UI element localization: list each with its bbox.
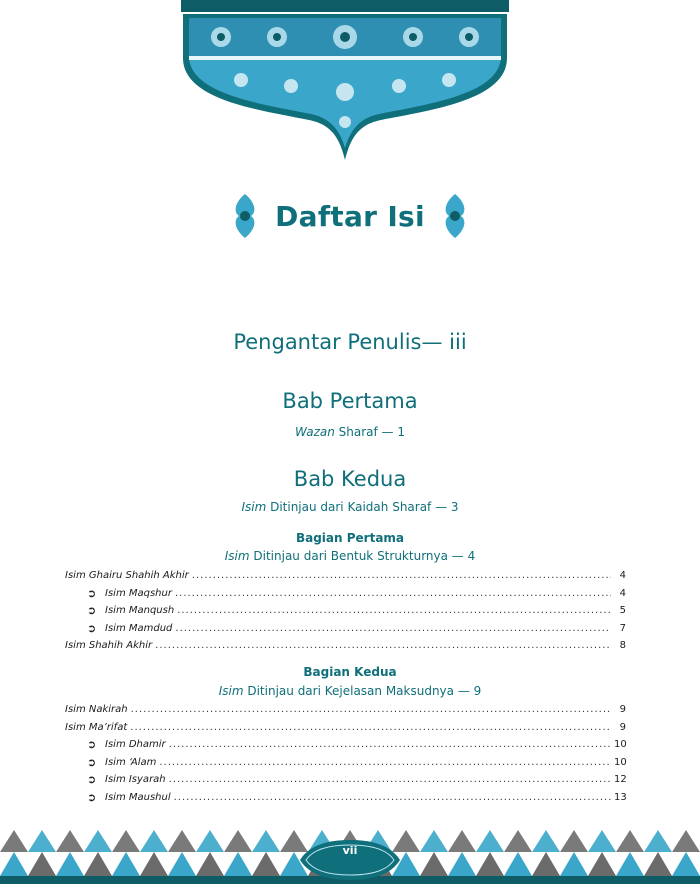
section-subtitle: Isim Ditinjau dari Bentuk Strukturnya — 4 bbox=[224, 549, 476, 563]
toc-entry-page: 10 bbox=[614, 756, 627, 768]
toc-entry bbox=[65, 585, 626, 603]
toc-list bbox=[65, 567, 626, 655]
toc-entry-page: 7 bbox=[619, 622, 626, 634]
toc-entry bbox=[65, 602, 626, 620]
arrow-bullet-icon: ➲ bbox=[87, 621, 97, 635]
page-number: vii bbox=[342, 844, 358, 857]
toc-entry-label: Isim ‘Alam bbox=[105, 756, 157, 768]
toc-list bbox=[65, 701, 626, 806]
dot-leader bbox=[159, 754, 611, 772]
toc-entry bbox=[65, 754, 626, 772]
toc-entry-page: 10 bbox=[614, 739, 627, 750]
toc-entry-page: 13 bbox=[614, 791, 627, 803]
arrow-bullet-icon: ➲ bbox=[87, 604, 97, 617]
dot-leader bbox=[169, 736, 611, 754]
arrow-bullet-icon: ➲ bbox=[87, 790, 97, 804]
preface-heading: Pengantar Penulis— iii bbox=[233, 330, 467, 354]
toc-entry-label: Isim Isyarah bbox=[105, 774, 166, 785]
toc-entry bbox=[65, 620, 626, 638]
section-title: Bagian Pertama bbox=[295, 531, 405, 545]
arrow-bullet-icon: ➲ bbox=[87, 773, 97, 786]
toc-entry-label: Isim Ma’rifat bbox=[65, 721, 128, 733]
dot-leader bbox=[131, 701, 611, 719]
toc-entry bbox=[65, 736, 626, 754]
chapter-subtitle: Wazan Sharaf — 1 bbox=[295, 425, 405, 439]
toc-entry-label: Isim Maushul bbox=[105, 791, 171, 803]
dot-leader bbox=[130, 719, 611, 737]
toc-entry bbox=[65, 719, 626, 737]
dot-leader bbox=[175, 585, 611, 603]
right-ornament-icon bbox=[441, 192, 469, 240]
toc-entry bbox=[65, 701, 626, 719]
dot-leader bbox=[192, 567, 611, 585]
toc-entry-page: 5 bbox=[619, 605, 626, 616]
arrow-bullet-icon: ➲ bbox=[87, 738, 97, 751]
dot-leader bbox=[174, 789, 611, 807]
arrow-bullet-icon: ➲ bbox=[87, 586, 97, 600]
dot-leader bbox=[175, 620, 611, 638]
dot-leader bbox=[155, 637, 611, 655]
arrow-bullet-icon: ➲ bbox=[87, 755, 97, 769]
chapter-title: Bab Pertama bbox=[282, 389, 418, 413]
header-ornament bbox=[181, 0, 509, 165]
toc-entry bbox=[65, 771, 626, 789]
toc-entry bbox=[65, 637, 626, 655]
toc-entry bbox=[65, 789, 626, 807]
toc-entry-label: Isim Manqush bbox=[105, 605, 175, 616]
toc-entry-page: 4 bbox=[619, 570, 626, 581]
toc-entry-label: Isim Nakirah bbox=[65, 704, 128, 715]
dot-leader bbox=[169, 771, 611, 789]
toc-entry-label: Isim Maqshur bbox=[105, 587, 172, 599]
toc-entry-label: Isim Shahih Akhir bbox=[65, 640, 153, 651]
toc-entry-label: Isim Ghairu Shahih Akhir bbox=[65, 570, 189, 581]
toc-entry-page: 9 bbox=[619, 704, 626, 715]
toc-entry bbox=[65, 567, 626, 585]
section-title: Bagian Kedua bbox=[303, 665, 397, 679]
toc-entry-label: Isim Mamdud bbox=[105, 622, 173, 634]
page-title: Daftar Isi bbox=[275, 199, 425, 233]
toc-entry-page: 12 bbox=[614, 774, 627, 785]
chapter-subtitle: Isim Ditinjau dari Kaidah Sharaf — 3 bbox=[241, 500, 459, 514]
title-row bbox=[0, 188, 700, 244]
toc-entry-label: Isim Dhamir bbox=[105, 739, 166, 750]
left-ornament-icon bbox=[231, 192, 259, 240]
toc-entry-page: 4 bbox=[619, 587, 626, 599]
toc-entry-page: 9 bbox=[619, 721, 626, 733]
toc-entry-page: 8 bbox=[619, 640, 626, 651]
section-subtitle: Isim Ditinjau dari Kejelasan Maksudnya — 9 bbox=[218, 684, 482, 698]
dot-leader bbox=[177, 602, 611, 620]
chapter-title: Bab Kedua bbox=[293, 467, 407, 491]
